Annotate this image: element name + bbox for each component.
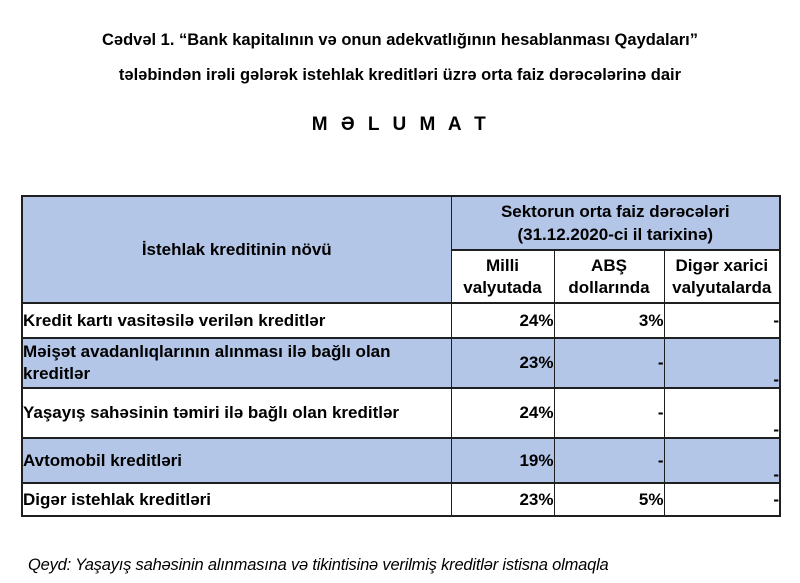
column-header-other-currencies: Digər xarici valyutalarda (664, 250, 780, 303)
table-row (22, 338, 780, 388)
row-label: Məişət avadanlıqlarının alınması ilə bağlı olan kreditlər (22, 338, 451, 388)
column-group-header (451, 196, 780, 250)
row-value-usd: 3% (554, 303, 664, 338)
row-value-other: - (664, 338, 780, 388)
column-header-usd: ABŞ dollarında (554, 250, 664, 303)
column-header-credit-type: İstehlak kreditinin növü (22, 196, 451, 303)
row-label: Kredit kartı vasitəsilə verilən kreditlər (22, 303, 451, 338)
row-label: Avtomobil kreditləri (22, 438, 451, 483)
group-header-line-1: Sektorun orta faiz dərəcələri (500, 202, 730, 221)
group-header-line-2: (31.12.2020-ci il tarixinə) (517, 225, 714, 244)
row-value-other: - (664, 438, 780, 483)
row-value-other: - (664, 483, 780, 516)
row-value-national: 23% (451, 338, 554, 388)
title-line-2: tələbindən irəli gələrək istehlak kreditləri üzrə orta faiz dərəcələrinə dair (118, 66, 682, 84)
row-value-national: 23% (451, 483, 554, 516)
table-row (22, 388, 780, 438)
row-value-usd: - (554, 338, 664, 388)
row-value-national: 19% (451, 438, 554, 483)
document-title (0, 0, 800, 93)
row-value-other: - (664, 388, 780, 438)
row-value-other: - (664, 303, 780, 338)
row-value-usd: 5% (554, 483, 664, 516)
row-label: Digər istehlak kreditləri (22, 483, 451, 516)
footnote: Qeyd: Yaşayış sahəsinin alınmasına və tikintisinə verilmiş kreditlər istisna olmaqla (28, 556, 609, 574)
table-row (22, 438, 780, 483)
row-value-usd: - (554, 388, 664, 438)
row-value-usd: - (554, 438, 664, 483)
header-row-group (22, 196, 780, 250)
row-value-national: 24% (451, 388, 554, 438)
row-value-national: 24% (451, 303, 554, 338)
interest-rates-table (21, 195, 781, 517)
title-line-1: Cədvəl 1. “Bank kapitalının və onun adekvatlığının hesablanması Qaydaları” (101, 31, 699, 49)
document-heading: M Ə L U M A T (311, 114, 489, 135)
column-header-national-currency: Milli valyutada (451, 250, 554, 303)
table-row (22, 303, 780, 338)
row-label: Yaşayış sahəsinin təmiri ilə bağlı olan kreditlər (22, 388, 451, 438)
table-row (22, 483, 780, 516)
